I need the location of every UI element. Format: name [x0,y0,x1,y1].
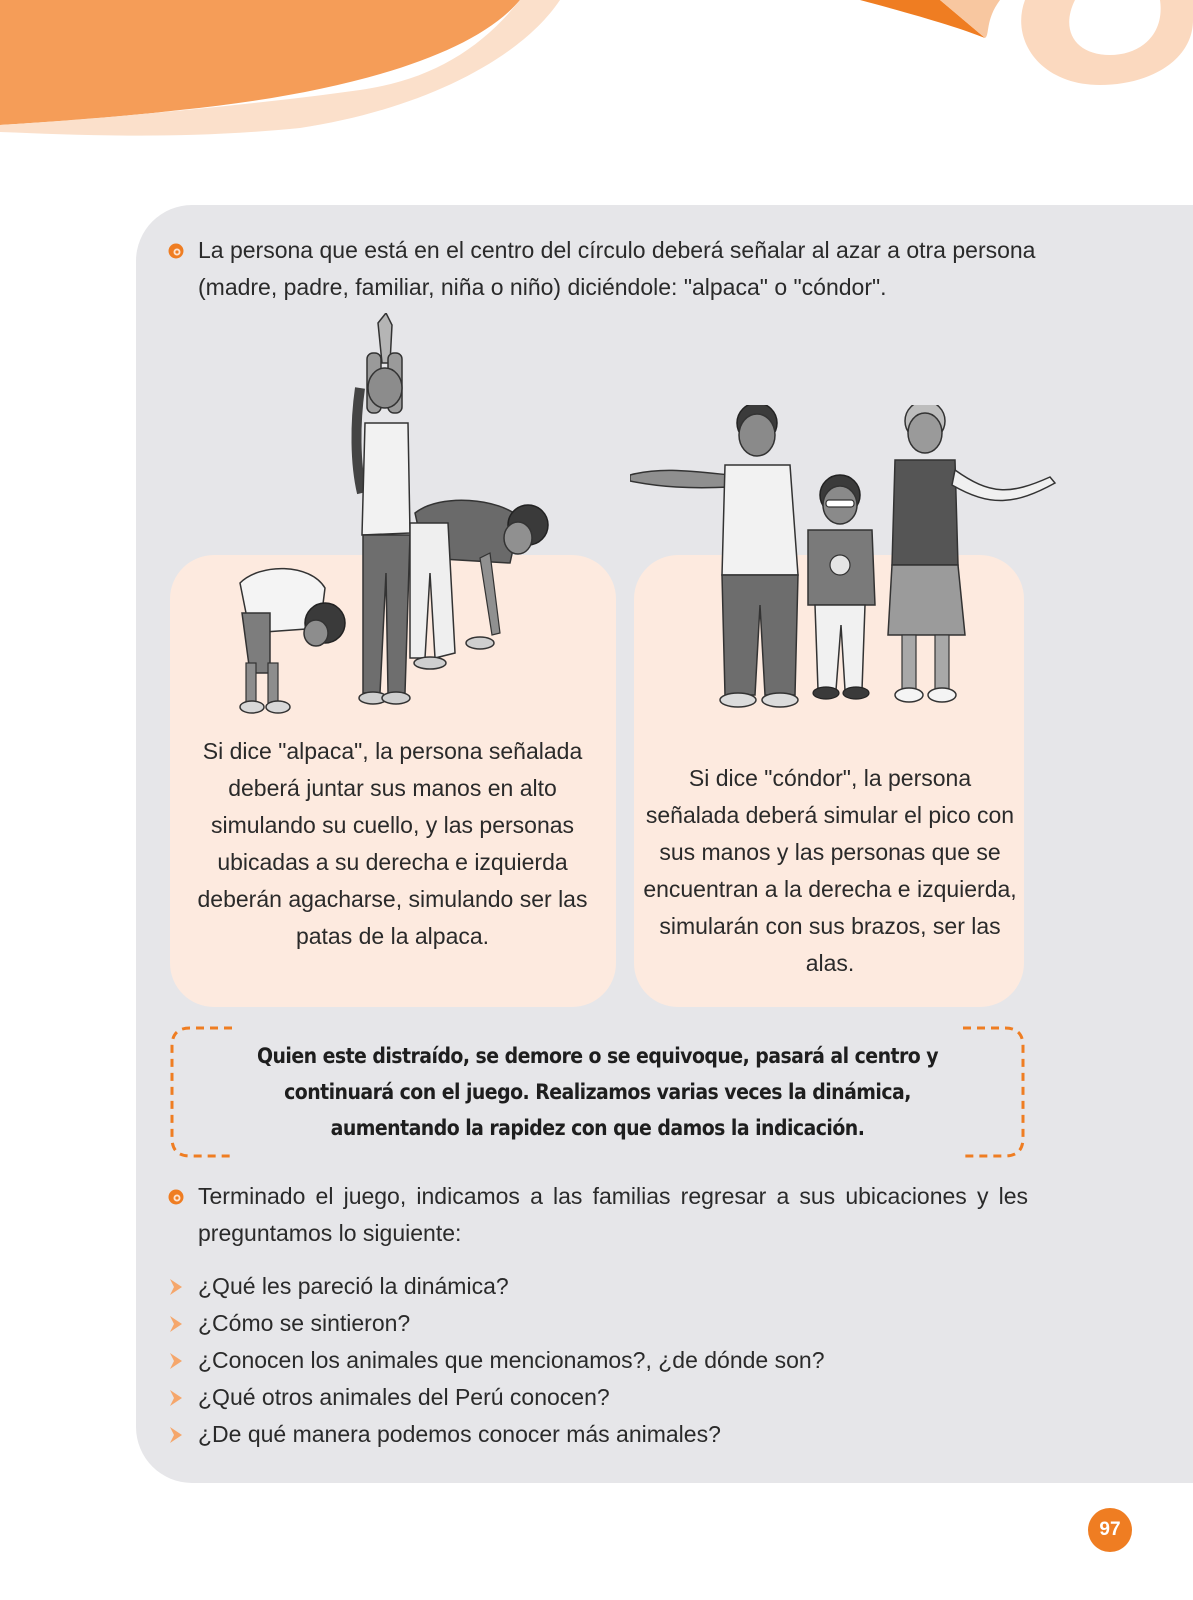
chevron-right-icon [168,1315,184,1333]
question-item: ¿Cómo se sintieron? [168,1305,1028,1342]
chevron-right-icon [168,1278,184,1296]
chevron-right-icon [168,1389,184,1407]
note-text: Quien este distraído, se demore o se equivoque, pasará al centro y continuará con el juego. Realizamos varias veces la dinámica, aumentando la rapidez con que damos la indicación. [256,1044,939,1140]
chevron-right-icon [168,1426,184,1444]
chevron-right-icon [168,1352,184,1370]
questions-list [168,1268,1028,1453]
condor-pose-illustration [630,405,1080,725]
closing-text: Terminado el juego, indicamos a las familias regresar a sus ubicaciones y les preguntamos lo siguiente: [198,1183,1028,1246]
bending-man-figure-right [410,500,548,669]
woman-wings-figure [888,405,1055,702]
intro-paragraph [198,232,1038,306]
alpaca-instruction-text: Si dice "alpaca", la persona señalada deberá juntar sus manos en alto simulando su cuello, y las personas ubicadas a su derecha e izquierda deberán agacharse, simulando ser las patas de la alpaca. [197,738,588,949]
standing-woman-figure [356,313,410,704]
condor-instruction-text: Si dice "cóndor", la persona señalada deberá simular el pico con sus manos y las personas que se encuentran a la derecha e izquierda, simularán con sus brazos, ser las alas. [643,765,1017,976]
question-item: ¿De qué manera podemos conocer más animales? [168,1416,1028,1453]
orange-bullet-icon [168,1189,184,1205]
girl-beak-figure [808,475,875,699]
bending-boy-figure-left [240,569,345,713]
question-item: ¿Conocen los animales que mencionamos?, ¿de dónde son? [168,1342,1028,1379]
page-number-badge: 97 [1088,1508,1132,1552]
dashed-note-box [170,1022,1025,1162]
question-item: ¿Qué les pareció la dinámica? [168,1268,1028,1305]
boy-wings-figure [630,405,798,707]
question-item: ¿Qué otros animales del Perú conocen? [168,1379,1028,1416]
closing-paragraph [198,1178,1028,1252]
orange-bullet-icon [168,243,184,259]
alpaca-pose-illustration [230,313,570,733]
intro-text: La persona que está en el centro del círculo deberá señalar al azar a otra persona (madre, padre, familiar, niña o niño) diciéndole: "alpaca" o "cóndor". [198,237,1036,300]
header-wave-decoration [0,0,1193,150]
